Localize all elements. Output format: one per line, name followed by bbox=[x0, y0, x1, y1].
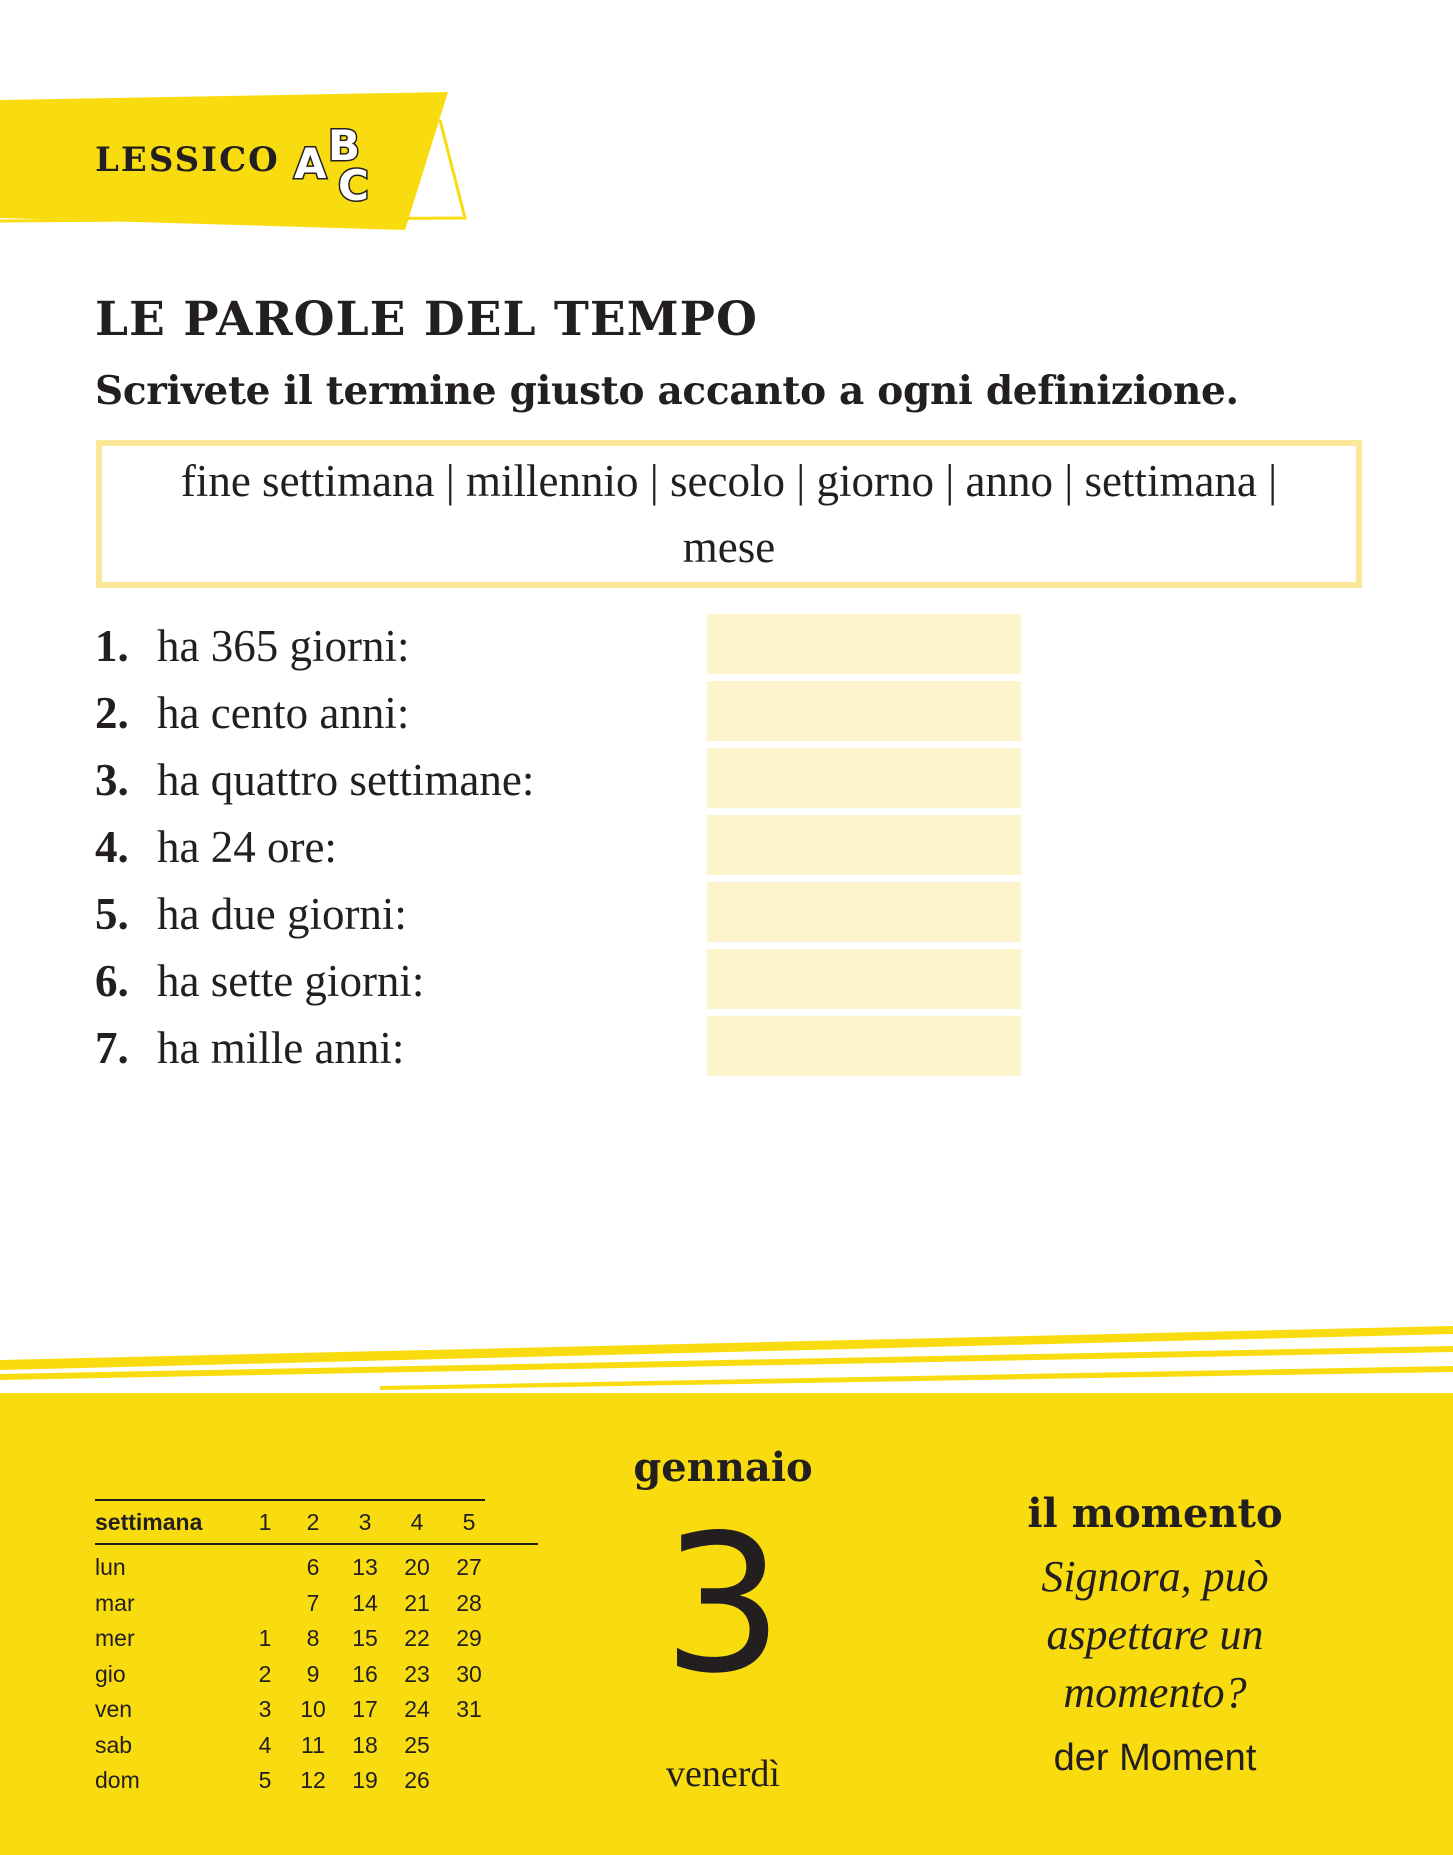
calendar-rule bbox=[95, 1499, 485, 1501]
item-number: 7. bbox=[95, 1022, 129, 1073]
calendar-day-label: gio bbox=[95, 1660, 126, 1687]
calendar-date: 10 bbox=[300, 1696, 326, 1722]
calendar-date: 16 bbox=[352, 1660, 378, 1687]
svg-text:A: A bbox=[294, 139, 327, 188]
answer-field[interactable] bbox=[707, 681, 1021, 741]
calendar-date: 31 bbox=[456, 1696, 482, 1722]
calendar-date: 13 bbox=[352, 1554, 378, 1580]
word-example: Signora, può aspettare un momento? bbox=[1041, 1552, 1269, 1717]
exercise-item bbox=[95, 813, 534, 880]
calendar-date: 11 bbox=[301, 1731, 325, 1758]
answer-field[interactable] bbox=[707, 949, 1021, 1009]
weekday-name: venerdì bbox=[666, 1753, 780, 1795]
abc-letters-icon bbox=[290, 120, 390, 215]
calendar-date: 8 bbox=[306, 1625, 320, 1651]
word-of-day: il momento bbox=[1027, 1490, 1283, 1537]
calendar-date: 17 bbox=[352, 1696, 378, 1722]
calendar-date: 3 bbox=[258, 1696, 272, 1722]
item-number: 3. bbox=[95, 754, 129, 805]
calendar-date: 7 bbox=[306, 1589, 320, 1616]
calendar-date: 28 bbox=[456, 1589, 482, 1616]
calendar-rule bbox=[95, 1543, 538, 1545]
calendar-date: 1 bbox=[258, 1625, 272, 1651]
answer-field[interactable] bbox=[707, 882, 1021, 942]
calendar-week-number: 1 bbox=[258, 1509, 272, 1535]
day-number: 3 bbox=[662, 1494, 784, 1715]
item-definition: ha due giorni: bbox=[157, 888, 407, 939]
section-label: LESSICO bbox=[95, 140, 280, 180]
exercise-item bbox=[95, 880, 534, 947]
item-definition: ha quattro settimane: bbox=[157, 754, 535, 805]
word-translation: der Moment bbox=[1053, 1737, 1257, 1779]
month-name: gennaio bbox=[633, 1444, 813, 1491]
item-number: 5. bbox=[95, 888, 129, 939]
calendar-date: 20 bbox=[404, 1554, 430, 1580]
item-number: 2. bbox=[95, 687, 129, 738]
calendar-day-label: mer bbox=[95, 1625, 135, 1651]
calendar-date: 15 bbox=[352, 1625, 378, 1651]
calendar-date: 24 bbox=[404, 1696, 430, 1722]
calendar-date: 12 bbox=[300, 1767, 326, 1793]
calendar-date: 26 bbox=[404, 1767, 430, 1793]
exercise-instruction: Scrivete il termine giusto accanto a ogni definizione. bbox=[95, 368, 1239, 414]
calendar-date: 5 bbox=[258, 1767, 272, 1793]
calendar-day-label: mar bbox=[95, 1589, 135, 1616]
answer-field[interactable] bbox=[707, 1016, 1021, 1076]
calendar-day-label: dom bbox=[95, 1767, 140, 1793]
decorative-stripes bbox=[0, 1318, 1453, 1398]
calendar-date: 6 bbox=[306, 1554, 320, 1580]
item-definition: ha mille anni: bbox=[157, 1022, 405, 1073]
calendar-date: 27 bbox=[456, 1554, 482, 1580]
answer-field[interactable] bbox=[707, 748, 1021, 808]
calendar-date: 22 bbox=[404, 1625, 430, 1651]
item-number: 1. bbox=[95, 620, 129, 671]
calendar-week-label: settimana bbox=[95, 1509, 203, 1535]
answer-field[interactable] bbox=[707, 614, 1021, 674]
calendar-date: 2 bbox=[258, 1660, 272, 1687]
exercise-items bbox=[95, 612, 534, 1081]
calendar-day-label: sab bbox=[95, 1731, 133, 1758]
answer-field[interactable] bbox=[707, 815, 1021, 875]
svg-text:C: C bbox=[338, 161, 369, 210]
calendar-day-label: ven bbox=[95, 1696, 133, 1722]
item-definition: ha cento anni: bbox=[157, 687, 410, 738]
calendar-date: 4 bbox=[258, 1731, 272, 1758]
word-bank bbox=[96, 440, 1362, 588]
calendar-week-number: 5 bbox=[462, 1509, 476, 1535]
exercise-item bbox=[95, 947, 534, 1014]
exercise-item bbox=[95, 612, 534, 679]
item-definition: ha 365 giorni: bbox=[157, 620, 410, 671]
item-definition: ha 24 ore: bbox=[157, 821, 337, 872]
item-definition: ha sette giorni: bbox=[157, 955, 425, 1006]
calendar-date: 25 bbox=[404, 1731, 430, 1758]
calendar-week-number: 4 bbox=[410, 1509, 424, 1535]
exercise-item bbox=[95, 679, 534, 746]
word-bank-text: fine settimana | millennio | secolo | giorno | anno | settimana | mese bbox=[180, 456, 1278, 572]
calendar-date: 19 bbox=[352, 1767, 378, 1793]
calendar-week-number: 2 bbox=[306, 1509, 320, 1535]
exercise-item bbox=[95, 1014, 534, 1081]
item-number: 6. bbox=[95, 955, 129, 1006]
calendar-date: 14 bbox=[352, 1589, 378, 1616]
calendar-date: 29 bbox=[456, 1625, 482, 1651]
exercise-item bbox=[95, 746, 534, 813]
calendar-date: 30 bbox=[456, 1660, 482, 1687]
svg-text:B: B bbox=[328, 121, 361, 170]
calendar-date: 18 bbox=[352, 1731, 378, 1758]
calendar-date: 9 bbox=[306, 1660, 320, 1687]
calendar-week-number: 3 bbox=[358, 1509, 372, 1535]
calendar-day-label: lun bbox=[95, 1554, 126, 1580]
exercise-title: LE PAROLE DEL TEMPO bbox=[95, 292, 758, 347]
calendar-date: 23 bbox=[404, 1660, 430, 1687]
item-number: 4. bbox=[95, 821, 129, 872]
calendar-date: 21 bbox=[404, 1589, 430, 1616]
